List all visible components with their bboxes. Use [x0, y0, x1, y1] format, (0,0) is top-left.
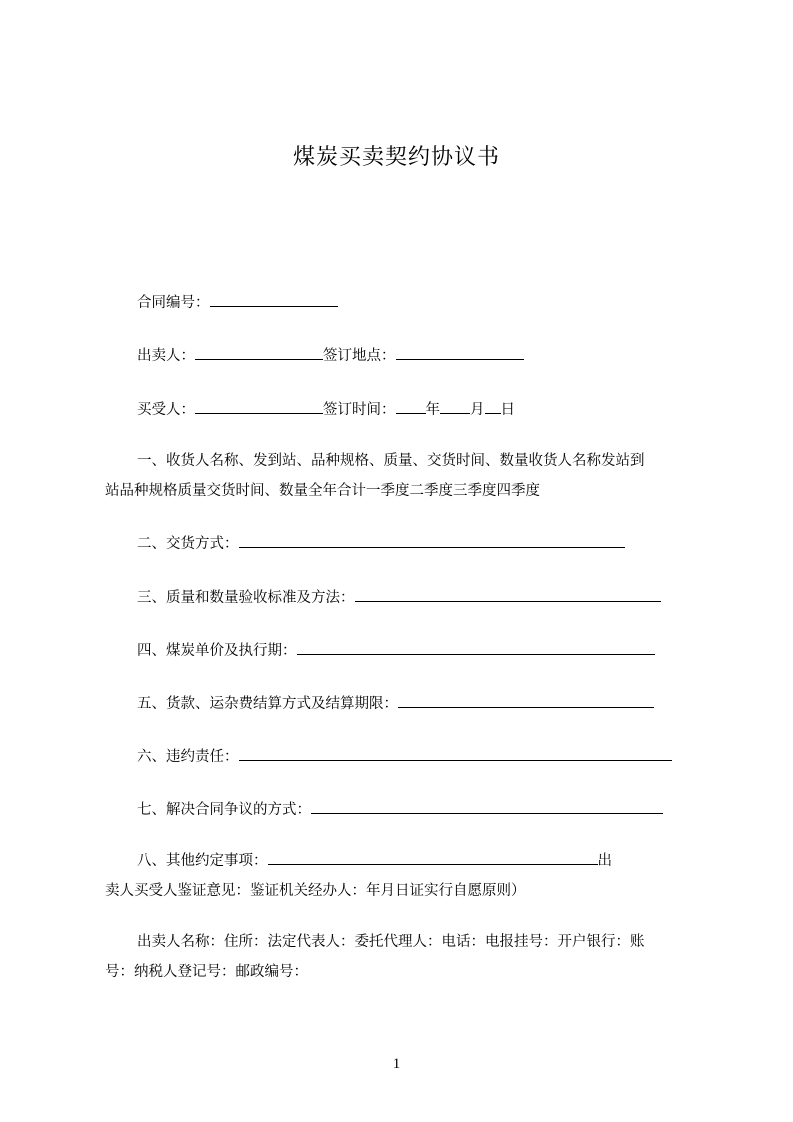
section-8-blank-2[interactable]	[369, 849, 565, 865]
buyer-label: 买受人：	[137, 402, 195, 418]
section-4-line	[137, 639, 655, 661]
section-1-line-2: 站品种规格质量交货时间、数量全年合计一季度二季度三季度四季度	[105, 483, 540, 499]
year-label: 年	[425, 402, 440, 418]
day-blank[interactable]	[485, 398, 501, 414]
section-3-blank[interactable]	[355, 586, 661, 602]
section-7-line	[137, 798, 663, 820]
contract-number-blank[interactable]	[210, 291, 338, 307]
section-7-blank[interactable]	[311, 798, 663, 814]
party-info-line-2: 号：纳税人登记号：邮政编号：	[105, 964, 308, 980]
section-4-label: 四、煤炭单价及执行期：	[137, 643, 297, 659]
section-1-line-1: 一、收货人名称、发到站、品种规格、质量、交货时间、数量收货人名称发站到	[137, 453, 645, 469]
seller-label: 出卖人：	[137, 348, 195, 364]
section-6-blank[interactable]	[239, 745, 672, 761]
buyer-blank[interactable]	[195, 398, 323, 414]
month-label: 月	[470, 402, 485, 418]
section-8-label: 八、其他约定事项：	[137, 853, 268, 869]
section-2-label: 二、交货方式：	[137, 536, 239, 552]
sign-place-label: 签订地点：	[323, 348, 396, 364]
section-8-blank-1[interactable]	[268, 849, 369, 865]
section-2-line	[137, 532, 625, 554]
contract-number-label: 合同编号：	[137, 295, 210, 311]
party-info-line-1: 出卖人名称：住所：法定代表人：委托代理人：电话：电报挂号：开户银行：账	[137, 934, 645, 950]
seller-line	[137, 344, 524, 366]
seller-blank[interactable]	[195, 344, 323, 360]
year-blank[interactable]	[396, 398, 426, 414]
document-title: 煤炭买卖契约协议书	[292, 145, 500, 170]
party-info	[105, 927, 703, 987]
section-2-blank[interactable]	[239, 532, 625, 548]
section-7-label: 七、解决合同争议的方式：	[137, 802, 311, 818]
buyer-line	[137, 398, 515, 420]
section-6-label: 六、违约责任：	[137, 749, 239, 765]
section-8	[105, 846, 703, 906]
section-4-blank[interactable]	[297, 639, 655, 655]
contract-number-line	[137, 291, 338, 313]
section-3-line	[137, 586, 661, 608]
month-blank[interactable]	[440, 398, 470, 414]
section-1	[105, 446, 703, 506]
section-5-line	[137, 692, 654, 714]
section-3-label: 三、质量和数量验收标准及方法：	[137, 590, 355, 606]
sign-place-blank[interactable]	[396, 344, 524, 360]
section-8-line-1	[105, 846, 703, 876]
day-label: 日	[500, 402, 515, 418]
section-8-line-2: 卖人买受人鉴证意见：鉴证机关经办人：年月日证实行自愿原则）	[105, 883, 526, 899]
section-6-line	[137, 745, 672, 767]
page-number: 1	[392, 1056, 401, 1072]
sign-time-label: 签订时间：	[323, 402, 396, 418]
section-8-tail: 出	[597, 853, 612, 869]
section-8-blank-3[interactable]	[565, 849, 598, 865]
section-5-blank[interactable]	[398, 692, 654, 708]
section-5-label: 五、货款、运杂费结算方式及结算期限：	[137, 696, 398, 712]
